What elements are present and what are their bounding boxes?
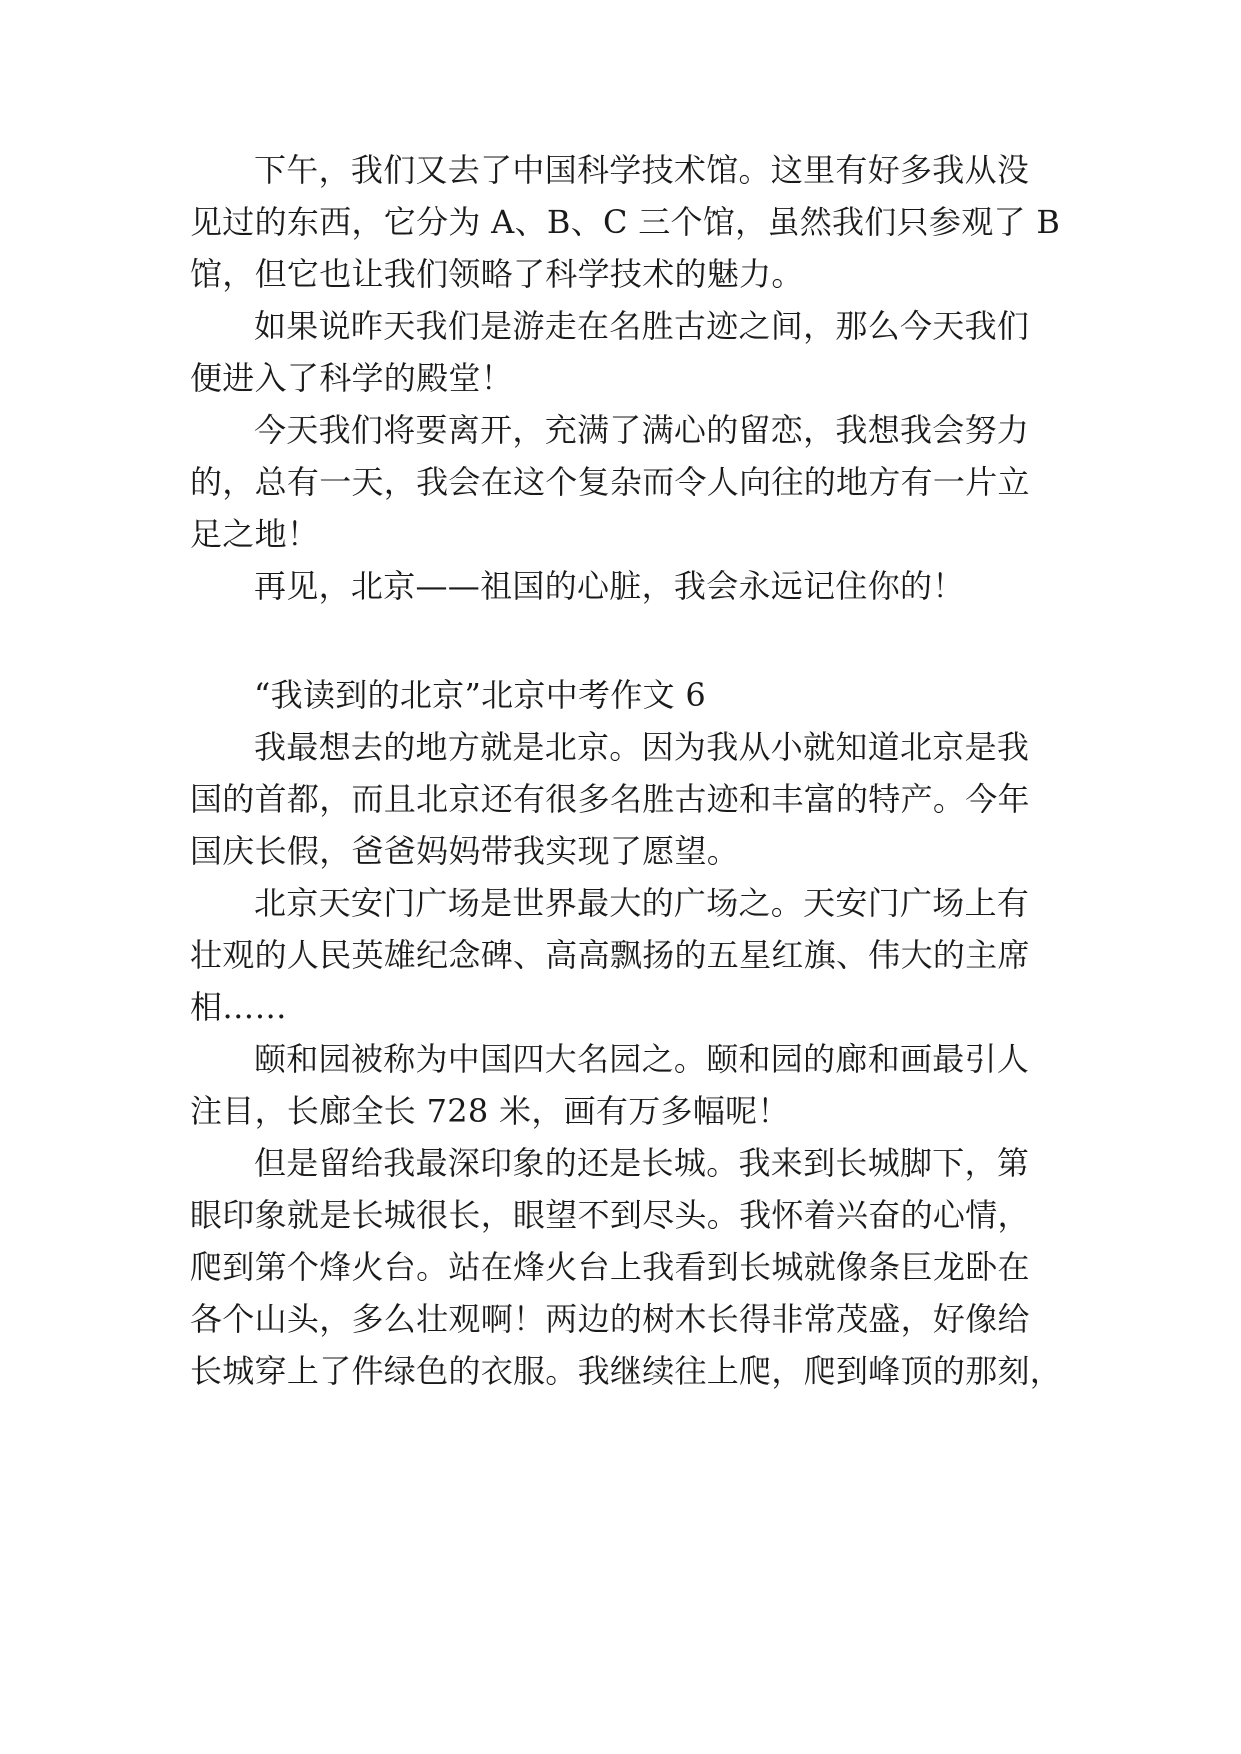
paragraph-line: 长城穿上了件绿色的衣服。我继续往上爬，爬到峰顶的那刻， — [190, 1352, 1063, 1390]
paragraph-line: 北京天安门广场是世界最大的广场之。天安门广场上有 — [254, 884, 1030, 922]
paragraph-line: 注目，长廊全长 728 米，画有万多幅呢！ — [190, 1092, 790, 1130]
paragraph-line: 颐和园被称为中国四大名园之。颐和园的廊和画最引人 — [254, 1040, 1030, 1078]
paragraph-line: 今天我们将要离开，充满了满心的留恋，我想我会努力 — [254, 411, 1030, 449]
paragraph-line: 国的首都，而且北京还有很多名胜古迹和丰富的特产。今年 — [190, 780, 1030, 818]
paragraph-line: 壮观的人民英雄纪念碑、高高飘扬的五星红旗、伟大的主席 — [190, 936, 1030, 974]
paragraph-line: 足之地！ — [190, 515, 320, 553]
paragraph-line: 的，总有一天，我会在这个复杂而令人向往的地方有一片立 — [190, 463, 1030, 501]
paragraph-line: 馆，但它也让我们领略了科学技术的魅力。 — [190, 255, 804, 293]
paragraph-line: 再见，北京——祖国的心脏，我会永远记住你的！ — [254, 567, 965, 605]
paragraph-line: 爬到第个烽火台。站在烽火台上我看到长城就像条巨龙卧在 — [190, 1248, 1030, 1286]
paragraph-line: 相…… — [190, 988, 287, 1026]
paragraph-line: 便进入了科学的殿堂！ — [190, 359, 514, 397]
paragraph-line: 见过的东西，它分为 A、B、C 三个馆，虽然我们只参观了 B — [190, 203, 1061, 241]
paragraph-line: 各个山头，多么壮观啊！两边的树木长得非常茂盛，好像给 — [190, 1300, 1030, 1338]
paragraph-line: 我最想去的地方就是北京。因为我从小就知道北京是我 — [254, 728, 1030, 766]
paragraph-line: 但是留给我最深印象的还是长城。我来到长城脚下，第 — [254, 1144, 1030, 1182]
paragraph-line: 眼印象就是长城很长，眼望不到尽头。我怀着兴奋的心情， — [190, 1196, 1030, 1234]
article-title: “我读到的北京”北京中考作文 6 — [254, 676, 707, 714]
paragraph-line: 如果说昨天我们是游走在名胜古迹之间，那么今天我们 — [254, 307, 1030, 345]
paragraph-line: 国庆长假，爸爸妈妈带我实现了愿望。 — [190, 832, 740, 870]
paragraph-line: 下午，我们又去了中国科学技术馆。这里有好多我从没 — [254, 151, 1030, 189]
